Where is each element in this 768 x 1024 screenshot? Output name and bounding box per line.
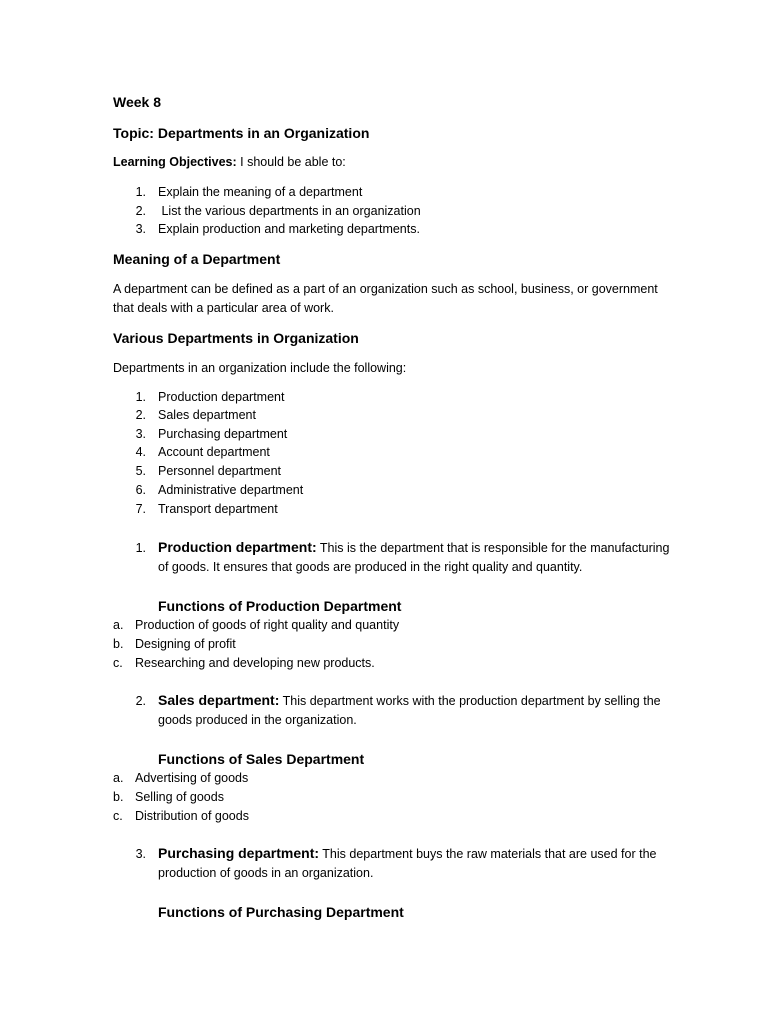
section-number: 1. [135,541,146,555]
department-number: 7. [135,502,146,516]
department-item: Production department [158,390,285,404]
function-letter: a. [113,771,124,785]
department-number: 6. [135,483,146,497]
sales-desc-line: goods produced in the organization. [158,713,357,727]
purchasing-functions-heading: Functions of Purchasing Department [158,904,404,920]
function-letter: c. [113,809,123,823]
department-item: Transport department [158,502,278,516]
function-letter: c. [113,656,123,670]
function-item: Selling of goods [135,790,224,804]
meaning-heading: Meaning of a Department [113,251,281,267]
objective-item: List the various departments in an organization [158,204,421,218]
objective-item: Explain production and marketing departments. [158,222,420,236]
production-desc-line: This is the department that is responsible for the manufacturing [316,541,670,555]
function-letter: a. [113,618,124,632]
function-item: Production of goods of right quality and quantity [135,618,400,632]
function-item: Researching and developing new products. [135,656,375,670]
department-number: 4. [135,445,146,459]
department-item: Purchasing department [158,427,288,441]
objective-number: 1. [135,185,146,199]
function-item: Advertising of goods [135,771,249,785]
purchasing-description [158,845,656,862]
objectives-label: Learning Objectives: [113,155,237,169]
meaning-paragraph-line: A department can be defined as a part of an organization such as school, business, or government [113,282,658,296]
objective-number: 2. [135,204,146,218]
objectives-line [113,155,346,170]
section-number: 2. [135,694,146,708]
various-heading: Various Departments in Organization [113,330,359,346]
sales-desc-line: This department works with the production department by selling the [279,694,661,708]
purchasing-desc-line: This department buys the raw materials that are used for the [319,847,657,861]
various-intro: Departments in an organization include the following: [113,361,407,375]
section-number: 3. [135,847,146,861]
purchasing-desc-line: production of goods in an organization. [158,866,374,880]
production-functions-heading: Functions of Production Department [158,598,402,614]
function-item: Distribution of goods [135,809,249,823]
sales-title: Sales department: [158,692,280,708]
department-item: Account department [158,445,270,459]
objectives-text: I should be able to: [236,155,346,169]
sales-description [158,692,661,709]
sales-functions-heading: Functions of Sales Department [158,751,365,767]
objective-number: 3. [135,222,146,236]
department-number: 2. [135,408,146,422]
production-description [158,539,669,556]
objective-item: Explain the meaning of a department [158,185,363,199]
function-letter: b. [113,790,124,804]
meaning-paragraph-line: that deals with a particular area of work. [113,301,334,315]
function-letter: b. [113,637,124,651]
department-number: 5. [135,464,146,478]
topic-heading: Topic: Departments in an Organization [113,125,370,141]
department-item: Personnel department [158,464,281,478]
function-item: Designing of profit [135,637,236,651]
production-title: Production department: [158,539,317,555]
department-number: 3. [135,427,146,441]
purchasing-title: Purchasing department: [158,845,320,861]
department-item: Administrative department [158,483,304,497]
week-heading: Week 8 [113,94,161,110]
production-desc-line: of goods. It ensures that goods are produced in the right quality and quantity. [158,560,583,574]
department-item: Sales department [158,408,256,422]
department-number: 1. [135,390,146,404]
